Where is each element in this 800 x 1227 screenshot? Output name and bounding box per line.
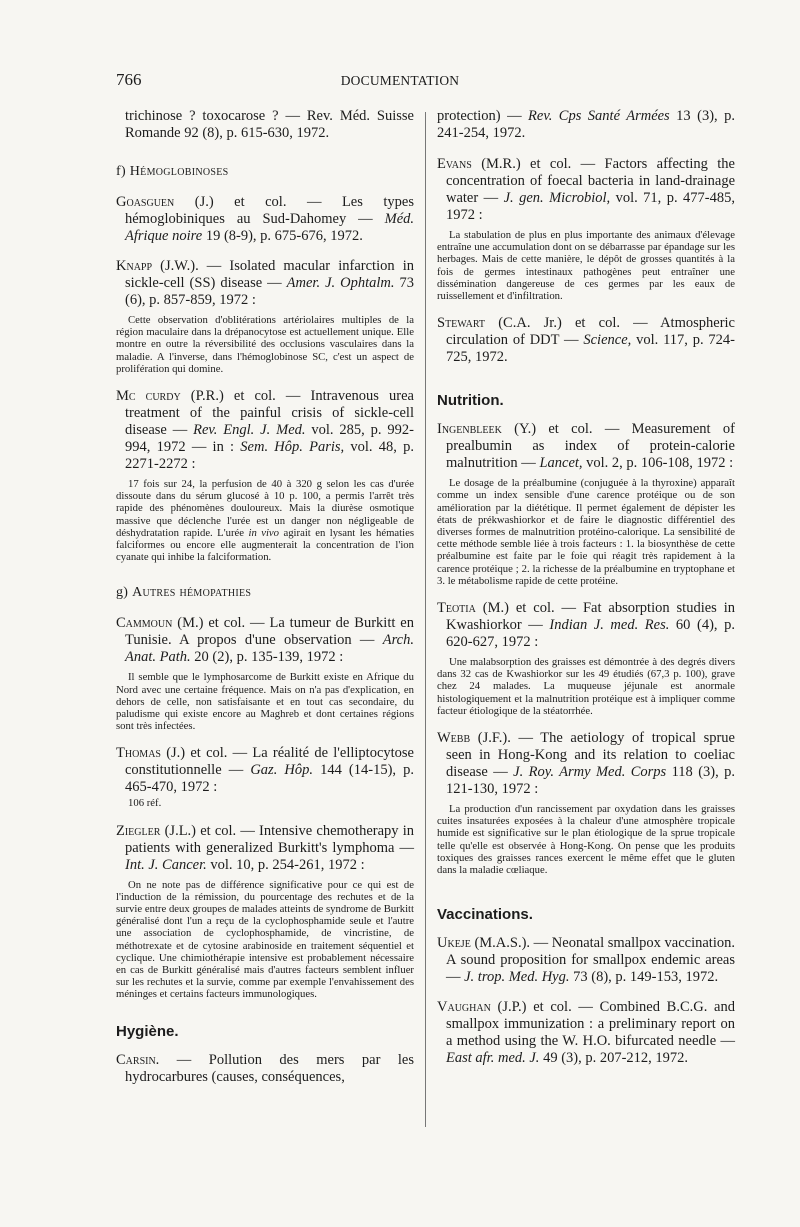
reference-entry [437, 421, 735, 587]
reference-citation [437, 600, 735, 651]
citation-title: (P.R.) et col. — Intravenous urea treatment of the painful crisis of sickle-cell disease — [125, 388, 414, 439]
citation-title: — Pollution des mers par les hydrocarbures (causes, conséquences, [125, 1051, 414, 1085]
reference-citation [437, 999, 735, 1067]
author-name: Ukeje [437, 935, 471, 952]
journal-name: Int. J. Cancer. [125, 856, 207, 873]
journal-name: Sem. Hôp. Paris, [240, 439, 345, 456]
abstract-text: La stabulation de plus en plus importante des animaux d'élevage entraîne une accumulation dont on se débarrasse par épandage sur les herbages. Mais de cette manière, le dépôt de grosses quantités à la fois de germes intestinaux pathogènes peut entraîner une dissémination dangereuse de ces germes par les eaux de ruissellement et d'infiltration. [437, 229, 735, 303]
citation-title: (J.L.) et col. — Intensive chemotherapy in patients with generalized Burkitt's lymphoma — [125, 822, 414, 856]
abstract-text: La production d'un rancissement par oxydation dans les graisses cuites insaturées exposées à la chaleur d'une atmosphère tropicale humide est significative sur le plan étiologique de la sprue tropicale telle qu'elle est observée à Hong-Kong. On pense que les produits toxiques des graisses rances exercent le même effet que le gluten dans la maladie cœliaque. [437, 803, 735, 877]
reference-citation [116, 745, 414, 796]
reference-entry [437, 315, 735, 366]
citation-details: 20 (2), p. 135-139, 1972 : [190, 649, 344, 666]
reference-entry [437, 600, 735, 717]
section-title-hygiene: Hygiène. [116, 1022, 179, 1040]
reference-citation [116, 615, 414, 666]
section-title-nutrition: Nutrition. [437, 392, 504, 410]
citation-details: 144 (14-15), p. 465-470, 1972 : [125, 762, 414, 796]
subheading-title: Hémoglobinoses [129, 164, 229, 179]
subheading-hemoglobinoses [116, 164, 414, 180]
journal-name: Méd. Afrique noire [125, 211, 414, 244]
citation-title: (J.F.). — The aetiology of tropical sprue seen in Hong-Kong and its relation to coeliac disease — [446, 730, 735, 781]
journal-name: Indian J. med. Res. [549, 617, 670, 634]
citation-title: (M.) et col. — Fat absorption studies in Kwashiorkor — [446, 600, 735, 634]
abstract-text [116, 478, 414, 563]
citation-details: 49 (3), p. 207-212, 1972. [539, 1050, 689, 1067]
page-number: 766 [116, 70, 142, 89]
author-name: Ziegler [116, 822, 161, 839]
journal-name: Rev. Cps Santé Armées [528, 108, 670, 124]
journal-name: Rev. Engl. J. Med. [193, 422, 306, 439]
journal-name: Lancet, [539, 455, 583, 472]
author-name: Stewart [437, 315, 486, 332]
abstract-part: 17 fois sur 24, la perfusion de 40 à 320 g selon les cas d'urée dissoute dans du sérum glucosé à 10 p. 100, a permis l'arrêt très rapide des phénomènes douloureux. Mais la diurèse osmotique massive que déclenche l'urée est un danger non négligeable de déshydratation rapide. L'urée [116, 478, 414, 539]
subheading-label: f) [116, 164, 126, 179]
citation-title: (C.A. Jr.) et col. — Atmospheric circulation of DDT — [446, 315, 735, 349]
citation-details: vol. 10, p. 254-261, 1972 : [206, 856, 365, 873]
citation-title: (M.) et col. — La tumeur de Burkitt en Tunisie. A propos d'une observation — [125, 615, 414, 649]
abstract-text: Il semble que le lymphosarcome de Burkitt existe en Afrique du Nord avec une certaine fréquence. Mais on n'a pas d'explication, en dehors de celle, non satisfaisante et en tout cas secondaire, du paludisme qui existe encore au Maghreb et dont certaines régions sont très infectées. [116, 671, 414, 733]
abstract-text: Cette observation d'oblitérations artériolaires multiples de la région maculaire dans la drépanocytose est actuellement unique. Elle montre en outre la réversibilité des occlusions vasculaires dans la maladie. A l'inverse, dans l'hémoglobinose SC, c'est un aspect de prolifération qui domine. [116, 314, 414, 375]
journal-name: Gaz. Hôp. [250, 762, 313, 779]
reference-entry [116, 388, 414, 563]
citation-details: vol. 2, p. 106-108, 1972 : [582, 455, 734, 472]
reference-citation [437, 730, 735, 798]
author-name: Cammoun [116, 615, 173, 632]
author-name: Teotia [437, 600, 476, 617]
author-name: Carsin. [116, 1051, 160, 1068]
citation-details: 19 (8-9), p. 675-676, 1972. [202, 228, 363, 244]
reference-citation [437, 421, 735, 472]
abstract-text: Le dosage de la préalbumine (conjuguée à la thyroxine) apparaît comme un index sensible d'une carence protéique ou de son amélioration par la diététique. Il permet également de dépister les états de prékwashiorkor et de faire le diagnostic différentiel des diverses formes de malnutrition protéino-calorique. La sensibilité de cette méthode semble liée à trois facteurs : 1. la biosynthèse de cette préalbumine est faite par le foie qui réagit très rapidement à la carence protéique ; 2. la richesse de la préalbumine en tryptophane et 3. le métabolisme rapide de cette protéine. [437, 477, 735, 587]
author-name: Thomas [116, 745, 161, 762]
reference-entry [437, 999, 735, 1067]
journal-name: Amer. J. Ophtalm. [286, 275, 395, 291]
reference-citation [116, 1052, 414, 1086]
abstract-part: agirait en lysant les hématies falciformes ou encore elle augmenterait la concentration de l'ion cyanate qui inhibe la falciformation. [116, 526, 414, 564]
subheading-label: g) [116, 585, 129, 601]
citation-details: vol. 48, p. 2271-2272 : [125, 439, 414, 473]
reference-entry [116, 615, 414, 732]
reference-entry [116, 745, 414, 809]
continuation-part: protection) — [437, 108, 529, 124]
author-name: Evans [437, 156, 472, 172]
reference-citation [437, 315, 735, 366]
right-column [437, 108, 735, 1080]
citation-details: vol. 71, p. 477-485, 1972 : [446, 190, 736, 223]
citation-title: (J.) et col. — La réalité de l'elliptocytose constitutionnelle — [125, 745, 414, 779]
reference-entry [437, 156, 735, 302]
subheading-autres-hemopathies [116, 585, 414, 601]
reference-citation [116, 194, 414, 245]
reference-entry [116, 258, 414, 375]
journal-name: J. trop. Med. Hyg. [464, 969, 570, 986]
citation-details: 73 (8), p. 149-153, 1972. [569, 969, 719, 986]
column-divider [425, 112, 426, 1127]
abstract-text: On ne note pas de différence significative pour ce qui est de l'induction de la rémission, du pourcentage des rechutes et de la survie entre deux groupes de malades atteints de syndrome de Burkitt généralisé dont l'un a reçu de la cyclophosphamide seule et l'autre une association de cyclophosphamide, de vincristine, de méthotrexate et de cytosine arabinoside en traitement séquentiel et cyclique. Une chimiothérapie intensive est probablement nécessaire en cas de Burkitt généralisé mais d'autres facteurs semblent influer sur les rechutes et la survie, comme par exemple l'envahissement des méninges et certains facteurs immunologiques. [116, 878, 414, 1001]
journal-name: East afr. med. J. [446, 1050, 540, 1067]
reference-entry [116, 194, 414, 245]
citation-details: 13 (3), p. 241-254, 1972. [437, 108, 736, 141]
citation-details: vol. 285, p. 992-994, 1972 — in : [125, 422, 415, 456]
journal-name: Science, [583, 332, 632, 349]
citation-title: (Y.) et col. — Measurement of prealbumin as index of protein-calorie malnutrition — [446, 421, 735, 472]
left-column [116, 108, 414, 1099]
abstract-emphasis: in vivo [248, 526, 280, 539]
section-title-vaccinations: Vaccinations. [437, 906, 533, 924]
citation-title: (J.P.) et col. — Combined B.C.G. and smallpox immunization : a preliminary report on a method using the W. H.O. bifurcated needle — [446, 999, 735, 1050]
reference-citation [437, 156, 735, 224]
continuation-text [437, 108, 735, 142]
author-name: Vaughan [437, 999, 491, 1016]
citation-title: (M.A.S.). — Neonatal smallpox vaccination. A sound proposition for smallpox endemic areas — [446, 935, 735, 986]
citation-details: vol. 117, p. 724-725, 1972. [446, 332, 735, 366]
subheading-title: Autres hémopathies [132, 585, 252, 601]
journal-name: J. gen. Microbiol, [503, 190, 611, 206]
journal-name: Arch. Anat. Path. [125, 632, 414, 666]
reference-citation [116, 258, 414, 309]
reference-entry [437, 935, 735, 986]
citation-details: 60 (4), p. 620-627, 1972 : [446, 617, 735, 651]
author-name: Knapp [116, 258, 153, 274]
citation-title: (M.R.) et col. — Factors affecting the concentration of foecal bacteria in land-drainage water — [446, 156, 735, 206]
author-name: Ingenbleek [437, 421, 502, 438]
continuation-text: trichinose ? toxocarose ? — Rev. Méd. Suisse Romande 92 (8), p. 615-630, 1972. [125, 108, 414, 141]
reference-citation [437, 935, 735, 986]
reference-entry [437, 730, 735, 876]
author-name: Goasguen [116, 194, 175, 210]
abstract-text: Une malabsorption des graisses est démontrée à des degrés divers dans 32 cas de Kwashiorkor sur les 49 étudiés (67,3 p. 100), grave chez 24 malades. La muqueuse jéjunale est anormale histologiquement et la malnutrition protéique est à impliquer comme facteur étiologique de la stéatorrhée. [437, 656, 735, 717]
reference-entry [116, 823, 414, 1001]
citation-title: (J.W.). — Isolated macular infarction in sickle-cell (SS) disease — [125, 258, 414, 291]
citation-details: 118 (3), p. 121-130, 1972 : [446, 764, 735, 798]
reference-citation [116, 388, 414, 473]
reference-citation [116, 823, 414, 874]
author-name: Mc curdy [116, 388, 181, 405]
reference-count-note: 106 réf. [128, 797, 162, 810]
journal-name: J. Roy. Army Med. Corps [513, 764, 667, 781]
citation-title: (J.) et col. — Les types hémoglobiniques au Sud-Dahomey — [125, 194, 414, 227]
reference-entry [116, 1052, 414, 1086]
running-title: DOCUMENTATION [340, 73, 460, 88]
citation-details: 73 (6), p. 857-859, 1972 : [125, 275, 414, 308]
author-name: Webb [437, 730, 471, 747]
